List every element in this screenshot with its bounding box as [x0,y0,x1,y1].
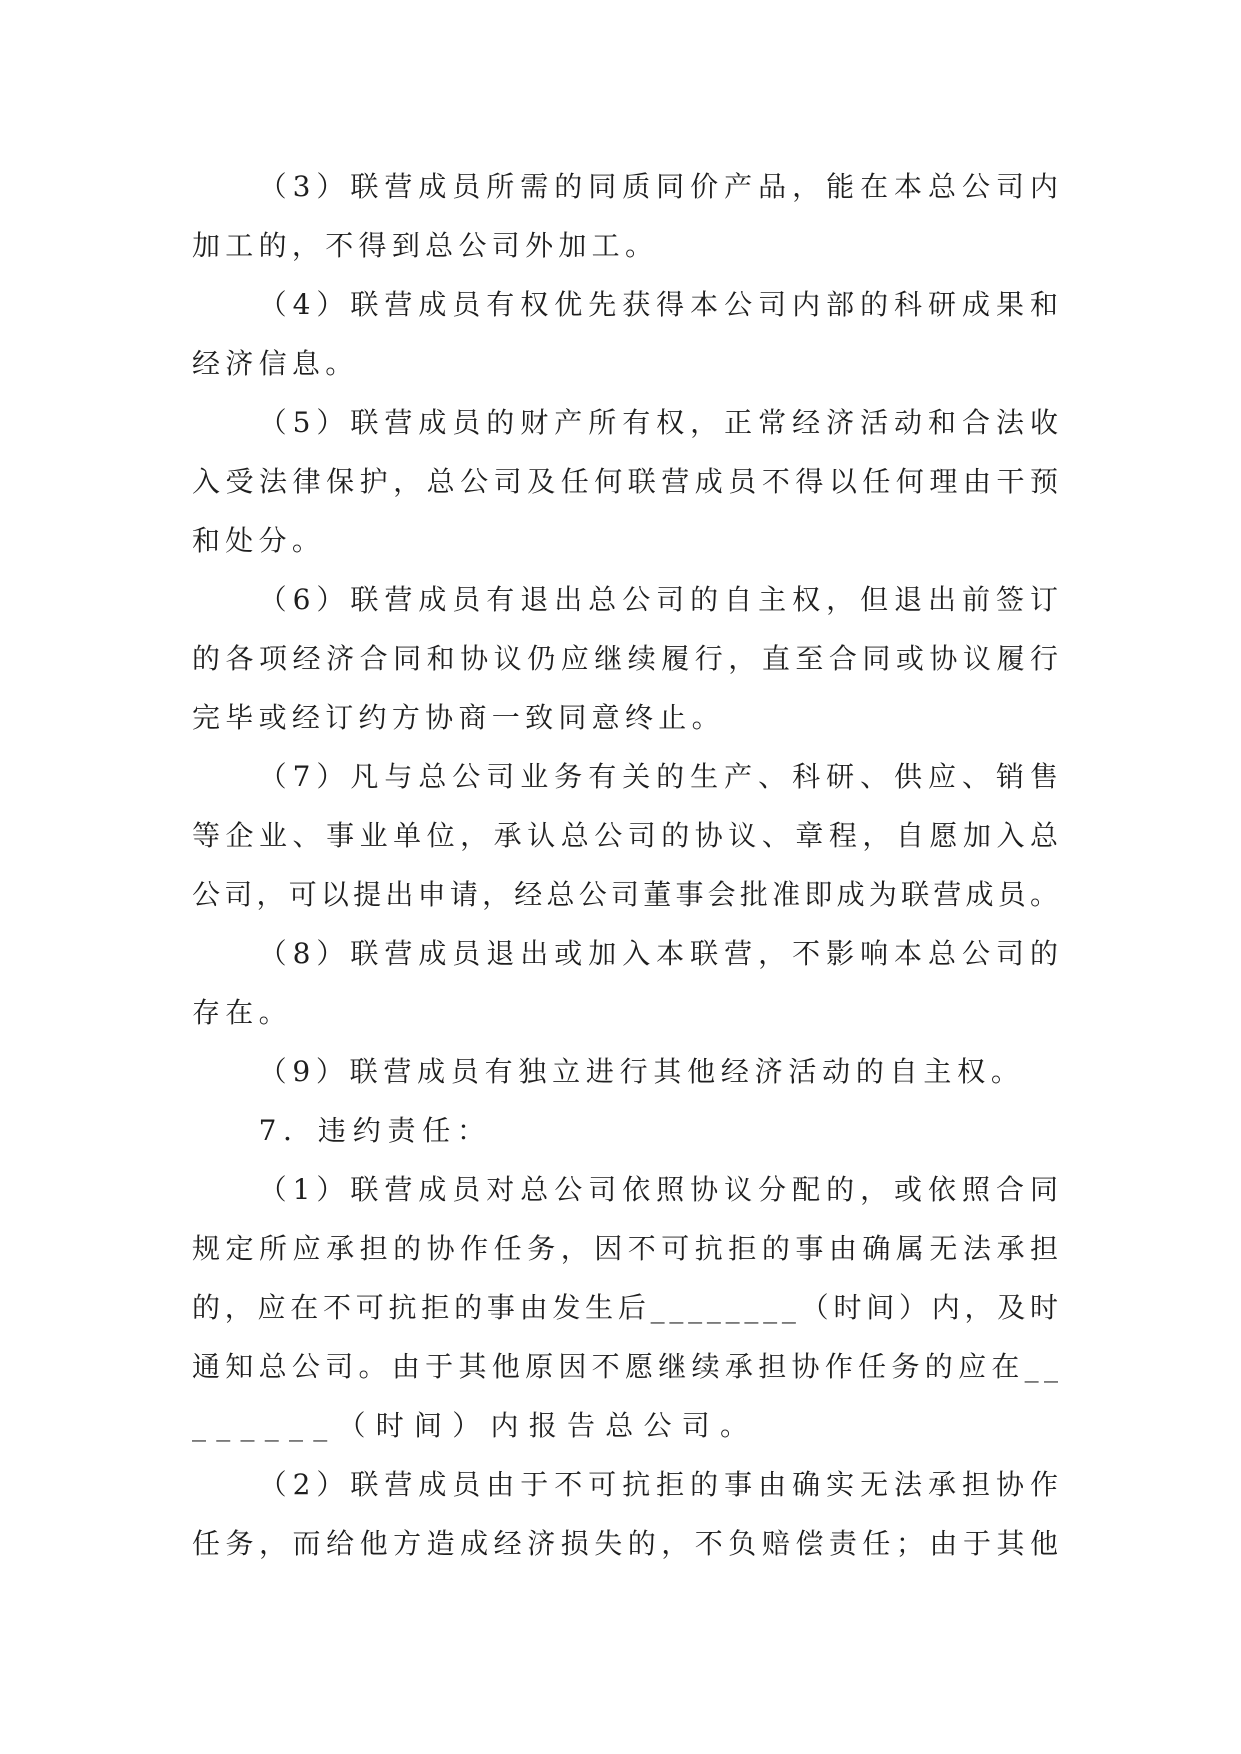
paragraph-line [192,334,1058,393]
paragraph-line-with-blank [192,1396,1058,1455]
paragraph-line [192,1160,1064,1219]
paragraph-item-1 [192,1160,1064,1455]
paragraph-item-2 [192,1455,1064,1573]
line-text: ______（时间）内报告总公司。 [192,1409,759,1442]
paragraph-item-7 [192,747,1064,924]
line-text: 7．违约责任： [258,1114,492,1147]
paragraph-line [192,452,1064,511]
line-text: （7）凡与总公司业务有关的生产、科研、供应、销售 [258,760,1064,793]
paragraph-line-with-blank [192,1337,1064,1396]
paragraph-line [192,570,1064,629]
paragraph-line [192,511,1058,570]
paragraph-line [192,275,1064,334]
paragraph-item-3 [192,157,1064,275]
line-text: （9）联营成员有独立进行其他经济活动的自主权。 [258,1055,1025,1088]
line-text: 通知总公司。由于其他原因不愿继续承担协作任务的应在__ [192,1350,1064,1383]
line-text: 加工的，不得到总公司外加工。 [192,229,659,262]
line-text: 完毕或经订约方协商一致同意终止。 [192,701,725,734]
line-text: 的各项经济合同和协议仍应继续履行，直至合同或协议履行 [192,642,1064,675]
line-text: （2）联营成员由于不可抗拒的事由确实无法承担协作 [258,1468,1064,1501]
paragraph-line [192,688,1058,747]
paragraph-line [192,216,1058,275]
paragraph-item-4 [192,275,1064,393]
line-text: 存在。 [192,996,292,1029]
document-body [192,157,1064,1573]
paragraph-line [192,747,1064,806]
line-text: 任务，而给他方造成经济损失的，不负赔偿责任；由于其他 [192,1527,1064,1560]
paragraph-item-6 [192,570,1064,747]
paragraph-line [192,1042,1058,1101]
section-heading-breach-liability [192,1101,1058,1160]
line-text: 等企业、事业单位，承认总公司的协议、章程，自愿加入总 [192,819,1064,852]
paragraph-line [192,1219,1064,1278]
paragraph-line [192,924,1064,983]
line-text: 公司，可以提出申请，经总公司董事会批准即成为联营成员。 [192,878,1063,911]
line-text: 经济信息。 [192,347,359,380]
line-text: （4）联营成员有权优先获得本公司内部的科研成果和 [258,288,1064,321]
paragraph-line [192,806,1064,865]
line-text: 入受法律保护，总公司及任何联营成员不得以任何理由干预 [192,465,1064,498]
paragraph-line [192,1455,1064,1514]
paragraph-line-with-blank [192,1278,1063,1337]
paragraph-line [192,157,1064,216]
line-text: （5）联营成员的财产所有权，正常经济活动和合法收 [258,406,1064,439]
paragraph-item-8 [192,924,1064,1042]
line-text: （3）联营成员所需的同质同价产品，能在本总公司内 [258,170,1064,203]
paragraph-line [192,629,1064,688]
paragraph-line [192,393,1064,452]
paragraph-line [192,865,1063,924]
line-text: （1）联营成员对总公司依照协议分配的，或依照合同 [258,1173,1064,1206]
line-text: （6）联营成员有退出总公司的自主权，但退出前签订 [258,583,1064,616]
line-text: 的，应在不可抗拒的事由发生后________（时间）内，及时 [192,1291,1063,1324]
paragraph-line [192,983,1058,1042]
paragraph-item-5 [192,393,1064,570]
section-heading [192,1101,1058,1160]
line-text: （8）联营成员退出或加入本联营，不影响本总公司的 [258,937,1064,970]
line-text: 和处分。 [192,524,326,557]
paragraph-line [192,1514,1064,1573]
paragraph-item-9 [192,1042,1058,1101]
line-text: 规定所应承担的协作任务，因不可抗拒的事由确属无法承担 [192,1232,1064,1265]
